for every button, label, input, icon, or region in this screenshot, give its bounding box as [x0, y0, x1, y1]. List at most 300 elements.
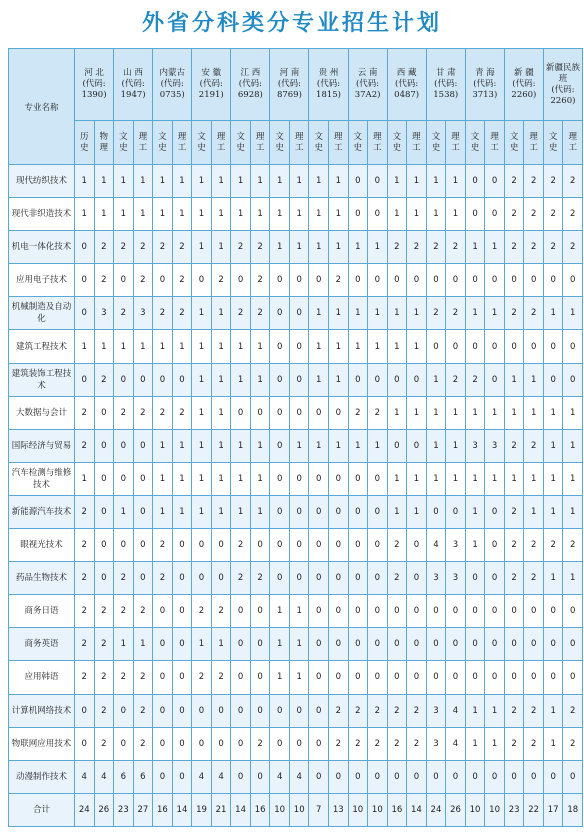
quota-cell: 1 [250, 462, 270, 495]
quota-cell: 4 [426, 529, 446, 562]
quota-cell: 0 [270, 462, 290, 495]
province-code: 1947) [120, 90, 146, 100]
subject-header [465, 121, 485, 165]
subject-char: 工 [490, 142, 499, 153]
quota-cell: 0 [368, 462, 388, 495]
quota-cell: 1 [192, 165, 212, 198]
quota-cell: 0 [329, 760, 349, 793]
quota-cell: 1 [465, 694, 485, 727]
province-code-label: (代码: [277, 79, 302, 89]
quota-cell: 1 [485, 297, 505, 330]
quota-cell: 1 [407, 330, 427, 363]
quota-cell: 0 [153, 595, 173, 628]
quota-cell: 1 [465, 495, 485, 528]
quota-cell: 0 [563, 363, 583, 396]
quota-cell: 1 [75, 165, 95, 198]
quota-cell: 2 [211, 595, 231, 628]
quota-cell: 2 [504, 562, 524, 595]
quota-cell: 1 [289, 165, 309, 198]
quota-cell: 1 [329, 231, 349, 264]
table-row [9, 198, 583, 231]
quota-cell: 1 [211, 297, 231, 330]
quota-cell: 2 [231, 529, 251, 562]
major-name: 合计 [9, 793, 75, 826]
quota-cell: 1 [543, 694, 563, 727]
province-header [114, 49, 153, 121]
subject-char: 工 [138, 142, 148, 153]
quota-cell: 0 [270, 330, 290, 363]
quota-cell: 1 [75, 462, 95, 495]
quota-cell: 0 [348, 760, 368, 793]
subject-char: 理 [412, 131, 421, 142]
province-name: 云 南 [357, 68, 378, 78]
quota-cell: 0 [348, 529, 368, 562]
quota-cell: 1 [270, 165, 290, 198]
quota-cell: 1 [289, 595, 309, 628]
major-name: 计算机网络技术 [9, 694, 75, 727]
quota-cell: 0 [250, 661, 270, 694]
province-code: 0487) [394, 90, 420, 100]
quota-cell: 1 [563, 495, 583, 528]
quota-cell: 0 [485, 264, 505, 297]
province-code: 2191) [198, 90, 224, 100]
quota-cell: 0 [563, 264, 583, 297]
quota-cell: 2 [75, 529, 95, 562]
quota-cell: 0 [446, 760, 466, 793]
quota-cell: 2 [75, 562, 95, 595]
subject-char: 工 [216, 142, 226, 153]
quota-cell: 1 [563, 396, 583, 429]
quota-cell: 23 [504, 793, 524, 826]
quota-cell: 6 [114, 760, 134, 793]
quota-cell: 0 [270, 264, 290, 297]
subject-char: 文 [158, 131, 167, 142]
quota-cell: 0 [153, 363, 173, 396]
subject-char: 文 [392, 131, 402, 142]
quota-cell: 1 [485, 231, 505, 264]
quota-cell: 1 [231, 462, 251, 495]
quota-cell: 0 [309, 595, 329, 628]
quota-cell: 0 [543, 264, 563, 297]
subject-char: 文 [236, 131, 245, 142]
subject-char: 物 [99, 131, 109, 142]
quota-cell: 0 [329, 595, 349, 628]
quota-cell: 0 [270, 429, 290, 462]
quota-cell: 1 [153, 429, 173, 462]
quota-cell: 2 [172, 264, 192, 297]
quota-cell: 0 [446, 595, 466, 628]
quota-cell: 0 [407, 628, 427, 661]
quota-cell: 0 [329, 628, 349, 661]
quota-cell: 2 [192, 595, 212, 628]
subject-char: 文 [353, 131, 363, 142]
major-name: 眼视光技术 [9, 529, 75, 562]
quota-cell: 4 [94, 760, 114, 793]
quota-cell: 0 [289, 727, 309, 760]
quota-cell: 1 [563, 562, 583, 595]
quota-cell: 1 [387, 165, 407, 198]
quota-cell: 1 [426, 429, 446, 462]
province-header [270, 49, 309, 121]
subject-header [94, 121, 114, 165]
quota-cell: 2 [348, 396, 368, 429]
quota-cell: 3 [94, 297, 114, 330]
quota-cell: 1 [289, 628, 309, 661]
quota-cell: 0 [387, 595, 407, 628]
quota-cell: 0 [504, 760, 524, 793]
quota-cell: 1 [231, 198, 251, 231]
province-name: 河 南 [279, 68, 300, 78]
table-row [9, 231, 583, 264]
major-name: 机电一体化技术 [9, 231, 75, 264]
quota-cell: 0 [348, 661, 368, 694]
quota-cell: 0 [348, 462, 368, 495]
major-name: 物联网应用技术 [9, 727, 75, 760]
province-name: 河 北 [84, 68, 104, 78]
subject-char: 工 [373, 142, 382, 153]
subject-header [368, 121, 388, 165]
quota-cell: 2 [387, 562, 407, 595]
quota-cell: 1 [524, 396, 544, 429]
subject-char: 理 [451, 131, 460, 142]
quota-cell: 0 [172, 661, 192, 694]
quota-cell: 1 [524, 495, 544, 528]
quota-cell: 3 [485, 429, 505, 462]
quota-cell: 2 [563, 694, 583, 727]
quota-cell: 10 [289, 793, 309, 826]
quota-cell: 1 [270, 198, 290, 231]
quota-cell: 4 [446, 694, 466, 727]
quota-cell: 2 [504, 297, 524, 330]
quota-cell: 1 [368, 231, 388, 264]
quota-cell: 1 [543, 562, 563, 595]
quota-cell: 1 [192, 297, 212, 330]
quota-cell: 0 [524, 330, 544, 363]
quota-cell: 0 [250, 628, 270, 661]
quota-cell: 0 [289, 396, 309, 429]
quota-cell: 0 [329, 396, 349, 429]
subject-char: 理 [373, 131, 382, 142]
quota-cell: 0 [485, 661, 505, 694]
subject-char: 理 [216, 131, 226, 142]
quota-cell: 2 [524, 198, 544, 231]
quota-cell: 1 [172, 165, 192, 198]
subject-char: 理 [99, 142, 109, 153]
table-row [9, 165, 583, 198]
quota-cell: 2 [133, 396, 153, 429]
province-code: 6928) [237, 90, 263, 100]
quota-cell: 3 [426, 562, 446, 595]
quota-cell: 2 [524, 727, 544, 760]
quota-cell: 1 [348, 231, 368, 264]
quota-cell: 2 [94, 727, 114, 760]
quota-cell: 1 [407, 462, 427, 495]
quota-cell: 0 [114, 462, 134, 495]
quota-cell: 0 [133, 363, 153, 396]
subject-header [250, 121, 270, 165]
quota-cell: 1 [504, 396, 524, 429]
quota-cell: 1 [426, 198, 446, 231]
quota-cell: 10 [485, 793, 505, 826]
province-header [75, 49, 114, 121]
quota-cell: 0 [133, 462, 153, 495]
quota-cell: 1 [114, 330, 134, 363]
quota-cell: 0 [329, 661, 349, 694]
subject-char: 文 [314, 131, 323, 142]
quota-cell: 2 [329, 694, 349, 727]
quota-cell: 2 [231, 297, 251, 330]
subject-char: 理 [138, 131, 148, 142]
quota-cell: 0 [289, 462, 309, 495]
quota-cell: 2 [504, 495, 524, 528]
province-header [426, 49, 465, 121]
quota-cell: 2 [114, 562, 134, 595]
subject-header [387, 121, 407, 165]
quota-cell: 0 [172, 694, 192, 727]
quota-cell: 0 [289, 363, 309, 396]
quota-cell: 1 [329, 363, 349, 396]
quota-cell: 0 [192, 694, 212, 727]
quota-cell: 0 [309, 264, 329, 297]
quota-cell: 0 [563, 628, 583, 661]
quota-cell: 2 [114, 595, 134, 628]
quota-cell: 0 [524, 628, 544, 661]
table-row [9, 760, 583, 793]
province-header [309, 49, 348, 121]
quota-cell: 0 [543, 595, 563, 628]
quota-cell: 26 [94, 793, 114, 826]
quota-cell: 2 [75, 495, 95, 528]
quota-cell: 0 [485, 165, 505, 198]
quota-cell: 2 [172, 231, 192, 264]
quota-cell: 0 [211, 694, 231, 727]
quota-cell: 1 [563, 429, 583, 462]
quota-cell: 4 [270, 760, 290, 793]
major-name: 建筑工程技术 [9, 330, 75, 363]
quota-cell: 16 [250, 793, 270, 826]
quota-cell: 0 [485, 198, 505, 231]
province-code: 1815) [316, 90, 341, 100]
quota-cell: 2 [504, 231, 524, 264]
quota-cell: 1 [485, 462, 505, 495]
quota-cell: 1 [211, 396, 231, 429]
quota-cell: 0 [289, 562, 309, 595]
quota-cell: 0 [172, 363, 192, 396]
quota-cell: 0 [348, 264, 368, 297]
quota-cell: 1 [211, 628, 231, 661]
quota-cell: 1 [231, 495, 251, 528]
subject-char: 史 [80, 142, 89, 153]
quota-cell: 2 [211, 661, 231, 694]
quota-cell: 1 [407, 165, 427, 198]
quota-cell: 1 [543, 297, 563, 330]
quota-cell: 1 [270, 595, 290, 628]
quota-cell: 1 [563, 297, 583, 330]
quota-cell: 1 [329, 165, 349, 198]
quota-cell: 0 [348, 628, 368, 661]
major-name: 应用韩语 [9, 661, 75, 694]
quota-cell: 1 [153, 462, 173, 495]
subject-char: 历 [80, 131, 89, 142]
quota-cell: 1 [250, 198, 270, 231]
quota-cell: 0 [485, 760, 505, 793]
subject-header [485, 121, 505, 165]
quota-cell: 0 [94, 462, 114, 495]
quota-cell: 2 [172, 297, 192, 330]
subject-char: 工 [568, 142, 577, 153]
quota-cell: 2 [524, 165, 544, 198]
quota-cell: 0 [524, 760, 544, 793]
quota-cell: 0 [485, 330, 505, 363]
quota-cell: 2 [133, 727, 153, 760]
province-name: 甘 肃 [435, 68, 456, 78]
quota-cell: 13 [329, 793, 349, 826]
province-name: 内蒙古 [159, 68, 185, 78]
quota-cell: 1 [446, 165, 466, 198]
table-row [9, 694, 583, 727]
quota-cell: 2 [75, 628, 95, 661]
quota-cell: 1 [289, 231, 309, 264]
quota-cell: 2 [504, 529, 524, 562]
subject-char: 文 [548, 131, 558, 142]
quota-cell: 3 [426, 694, 446, 727]
major-name: 药品生物技术 [9, 562, 75, 595]
quota-cell: 0 [407, 760, 427, 793]
quota-cell: 1 [465, 231, 485, 264]
quota-cell: 4 [446, 727, 466, 760]
subject-header [211, 121, 231, 165]
subject-char: 理 [177, 131, 187, 142]
quota-cell: 0 [289, 264, 309, 297]
quota-cell: 0 [270, 363, 290, 396]
quota-cell: 0 [485, 529, 505, 562]
quota-cell: 0 [465, 562, 485, 595]
quota-cell: 0 [309, 495, 329, 528]
quota-cell: 0 [426, 760, 446, 793]
subject-char: 理 [255, 131, 265, 142]
quota-cell: 0 [75, 727, 95, 760]
quota-cell: 0 [289, 297, 309, 330]
quota-cell: 0 [426, 628, 446, 661]
quota-cell: 1 [543, 495, 563, 528]
quota-cell: 1 [172, 429, 192, 462]
page-title: 外省分科类分专业招生计划 [141, 11, 442, 36]
subject-char: 史 [119, 142, 128, 153]
quota-cell: 1 [114, 165, 134, 198]
quota-cell: 1 [289, 198, 309, 231]
quota-cell: 1 [211, 165, 231, 198]
quota-cell: 0 [94, 562, 114, 595]
quota-cell: 0 [504, 595, 524, 628]
quota-cell: 0 [270, 727, 290, 760]
subject-header [153, 121, 173, 165]
major-name: 建筑装饰工程技术 [9, 363, 75, 396]
quota-cell: 2 [387, 694, 407, 727]
quota-cell: 6 [133, 760, 153, 793]
major-name: 商务日语 [9, 595, 75, 628]
quota-cell: 0 [172, 529, 192, 562]
major-name: 应用电子技术 [9, 264, 75, 297]
quota-cell: 16 [153, 793, 173, 826]
province-header [153, 49, 192, 121]
total-row [9, 793, 583, 826]
province-code-label: (代码: [121, 79, 145, 89]
quota-cell: 0 [563, 760, 583, 793]
quota-cell: 1 [270, 231, 290, 264]
quota-cell: 0 [504, 264, 524, 297]
quota-cell: 18 [563, 793, 583, 826]
quota-cell: 1 [211, 495, 231, 528]
quota-cell: 2 [504, 198, 524, 231]
province-code-label: (代码: [355, 79, 380, 89]
quota-cell: 0 [329, 495, 349, 528]
quota-cell: 3 [446, 529, 466, 562]
quota-cell: 0 [426, 495, 446, 528]
quota-cell: 0 [114, 694, 134, 727]
province-code: 37A2) [354, 90, 381, 100]
quota-cell: 10 [465, 793, 485, 826]
quota-cell: 1 [446, 429, 466, 462]
quota-cell: 1 [192, 330, 212, 363]
quota-cell: 2 [407, 727, 427, 760]
quota-cell: 2 [465, 363, 485, 396]
quota-cell: 2 [231, 231, 251, 264]
subject-char: 文 [275, 131, 284, 142]
quota-cell: 0 [368, 562, 388, 595]
quota-cell: 1 [309, 231, 329, 264]
quota-cell: 1 [231, 330, 251, 363]
quota-cell: 0 [563, 330, 583, 363]
quota-cell: 0 [368, 628, 388, 661]
quota-cell: 1 [543, 396, 563, 429]
quota-cell: 0 [250, 760, 270, 793]
quota-cell: 0 [485, 595, 505, 628]
quota-cell: 1 [426, 363, 446, 396]
subject-header [133, 121, 153, 165]
quota-cell: 2 [94, 264, 114, 297]
subject-char: 史 [548, 142, 558, 153]
quota-cell: 0 [153, 694, 173, 727]
quota-cell: 1 [465, 396, 485, 429]
quota-cell: 0 [426, 264, 446, 297]
quota-cell: 1 [465, 727, 485, 760]
quota-cell: 2 [153, 396, 173, 429]
quota-cell: 2 [446, 231, 466, 264]
quota-cell: 0 [426, 661, 446, 694]
major-name: 机械制造及自动化 [9, 297, 75, 330]
quota-cell: 1 [114, 495, 134, 528]
quota-cell: 1 [485, 396, 505, 429]
quota-cell: 0 [504, 661, 524, 694]
quota-cell: 2 [153, 562, 173, 595]
quota-cell: 0 [329, 562, 349, 595]
quota-cell: 1 [172, 495, 192, 528]
quota-cell: 1 [446, 462, 466, 495]
quota-cell: 0 [446, 495, 466, 528]
quota-cell: 0 [289, 694, 309, 727]
subject-char: 文 [509, 131, 519, 142]
quota-cell: 1 [309, 363, 329, 396]
quota-cell: 0 [114, 529, 134, 562]
quota-cell: 1 [446, 396, 466, 429]
quota-cell: 27 [133, 793, 153, 826]
province-header [543, 49, 582, 121]
quota-cell: 2 [75, 595, 95, 628]
quota-cell: 0 [75, 231, 95, 264]
quota-cell: 0 [231, 396, 251, 429]
quota-cell: 0 [348, 165, 368, 198]
quota-cell: 1 [192, 231, 212, 264]
